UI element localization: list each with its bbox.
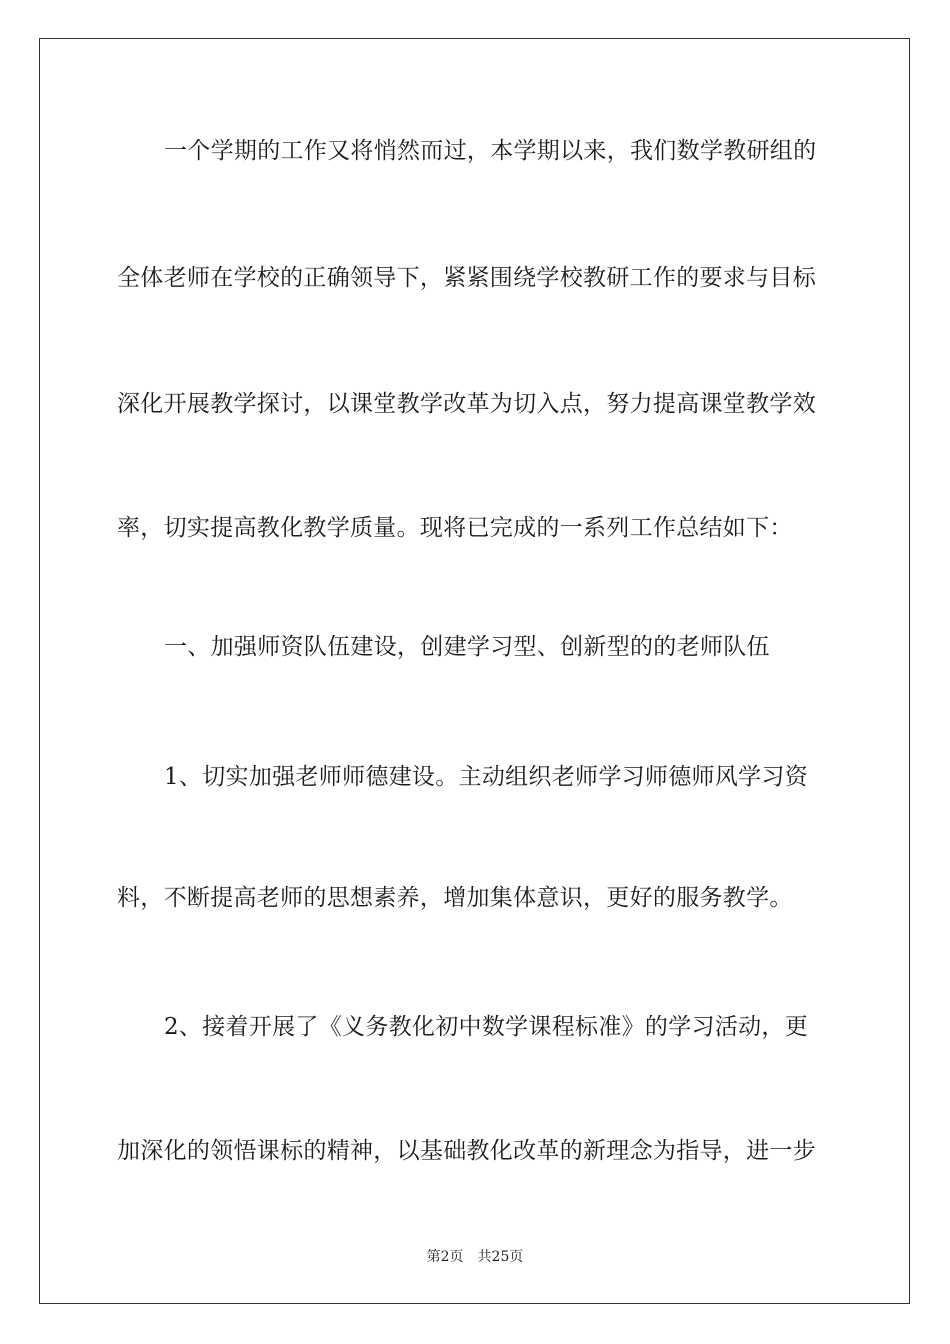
page-border — [39, 38, 910, 1304]
paragraph-line-3: 深化开展教学探讨，以课堂教学改革为切入点，努力提高课堂教学效 — [117, 391, 816, 417]
paragraph-line-4: 率，切实提高教化教学质量。现将已完成的一系列工作总结如下： — [117, 515, 793, 541]
page-footer — [0, 1248, 950, 1266]
paragraph-line-1: 一个学期的工作又将悄然而过，本学期以来，我们数学教研组的 — [164, 138, 817, 164]
paragraph-line-2: 全体老师在学校的正确领导下，紧紧围绕学校教研工作的要求与目标 — [117, 265, 816, 291]
paragraph-line-8: 2、接着开展了《义务教化初中数学课程标准》的学习活动，更 — [164, 1014, 809, 1040]
paragraph-line-9: 加深化的领悟课标的精神，以基础教化改革的新理念为指导，进一步 — [117, 1138, 816, 1164]
page-total: 共25页 — [477, 1249, 524, 1265]
page-number: 第2页 — [426, 1249, 464, 1265]
paragraph-line-7: 料，不断提高老师的思想素养，增加集体意识，更好的服务教学。 — [117, 885, 793, 911]
section-heading: 一、加强师资队伍建设，创建学习型、创新型的的老师队伍 — [164, 634, 770, 660]
paragraph-line-6: 1、切实加强老师师德建设。主动组织老师学习师德师风学习资 — [164, 764, 809, 790]
